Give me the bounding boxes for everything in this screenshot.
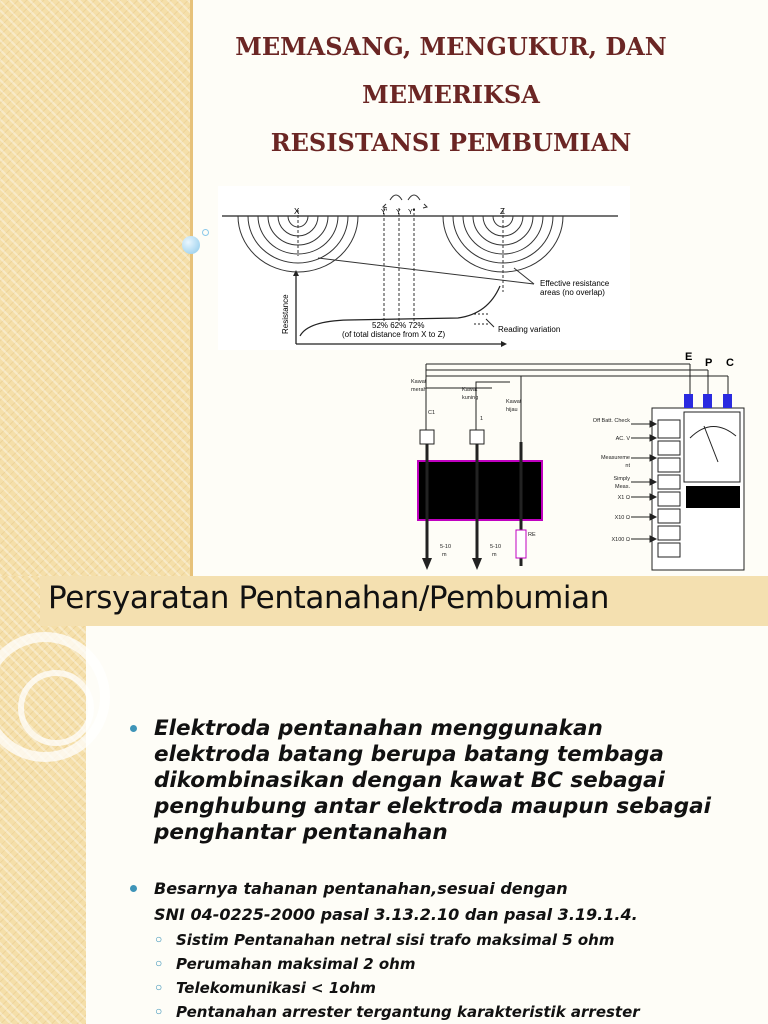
slide-2: [0, 576, 768, 1024]
electrode-y-label: Y: [396, 209, 401, 216]
mode-measurement-label-2: nt: [625, 463, 630, 469]
slide-1-title-line-3: RESISTANSI PEMBUMIAN: [270, 128, 632, 157]
slide-1-title-line-1: MEMASANG, MENGUKUR, DAN: [235, 32, 667, 61]
slide-2-title: Persyaratan Pentanahan/Pembumian: [48, 580, 609, 616]
wire-red-label-1: Kawat: [411, 379, 427, 385]
wire-yellow-label-2: kuning: [462, 395, 479, 401]
wire-yellow-label-1: Kawat: [462, 387, 478, 393]
earth-tester-wiring-diagram: [406, 346, 768, 576]
distance-2-label: 5-10: [490, 544, 502, 550]
sub-item-perumahan: ◦ Perumahan maksimal 2 ohm: [176, 952, 750, 976]
mode-simply-label-2: Meas.: [615, 484, 630, 490]
wire-green-label-2: hijau: [506, 407, 518, 413]
mode-x10-label: X10 Ω: [614, 515, 630, 521]
mode-off-batt-label: Off Batt. Check: [592, 418, 630, 424]
electrode-z-label: Z: [500, 207, 505, 216]
mode-simply-label-1: Simply: [613, 476, 630, 482]
mode-x100-label: X100 Ω: [611, 537, 630, 543]
terminal-c-label: C: [726, 357, 734, 369]
wire-red-label-2: merah: [411, 387, 427, 393]
effective-area-label-2: areas (no overlap): [540, 288, 605, 297]
sub-item-telekomunikasi: ◦ Telekomunikasi < 1ohm: [176, 976, 750, 1000]
mode-acv-label: AC. V: [615, 436, 630, 442]
resistance-axis-label: Resistance: [281, 294, 290, 334]
sub-item-arrester: ◦ Pentanahan arrester tergantung karakteristik arrester: [176, 1000, 750, 1024]
slide-1-title-line-2: MEMERIKSA: [362, 80, 540, 109]
bullet-item-resistance: [130, 876, 750, 1024]
percentage-label: 52% 62% 72%: [372, 321, 425, 330]
bullet-list: [130, 716, 750, 1024]
distance-note-label: (of total distance from X to Z): [342, 330, 446, 339]
wire-green-label-1: Kawat: [506, 399, 522, 405]
ring-decoration-2: [18, 670, 94, 746]
mode-x1-label: X1 Ω: [617, 495, 630, 501]
sub-item-netral: ◦ Sistim Pentanahan netral sisi trafo maksimal 5 ohm: [176, 928, 750, 952]
electrode-x-label: X: [294, 207, 300, 216]
terminal-e-label: E: [685, 351, 693, 363]
bullet-dot: [130, 725, 137, 732]
terminal-p-label: P: [705, 357, 713, 369]
side-bar-border: [190, 0, 193, 576]
bullet-1-line-1: Elektroda pentanahan menggunakan: [154, 716, 603, 741]
p1-label: 1: [480, 416, 484, 422]
distance-1-unit: m: [442, 552, 447, 558]
bullet-1-line-3: dikombinasikan dengan kawat BC sebagai: [154, 768, 665, 793]
bullet-2-line-2: SNI 04-0225-2000 pasal 3.13.2.10 dan pasal 3.19.1.4.: [154, 905, 638, 924]
decorative-side-bar: [0, 0, 190, 576]
bullet-1-line-2: elektroda batang berupa batang tembaga: [154, 742, 664, 767]
bullet-item-electrode: [130, 716, 750, 846]
mode-measurement-label-1: Measureme: [600, 455, 630, 461]
re-label: RE: [528, 532, 536, 538]
bullet-2-line-1: Besarnya tahanan pentanahan,sesuai dengan: [154, 879, 568, 898]
distance-1-label: 5-10: [440, 544, 452, 550]
c1-label: C1: [428, 410, 436, 416]
bullet-1-line-4: penghubung antar elektroda maupun sebagai: [154, 794, 711, 819]
bubble-decoration-large: [182, 236, 200, 254]
bubble-decoration-small: [202, 229, 209, 236]
bullet-1-line-5: penghantar pentanahan: [154, 820, 448, 845]
reading-variation-label: Reading variation: [498, 325, 561, 334]
electrode-y-prime-label: Y': [381, 209, 388, 216]
distance-2-unit: m: [492, 552, 497, 558]
bullet-dot: [130, 885, 137, 892]
resistance-areas-diagram: [218, 186, 630, 350]
effective-area-label-1: Effective resistance: [540, 279, 610, 288]
electrode-y-dprime-label: Y'': [408, 209, 416, 216]
